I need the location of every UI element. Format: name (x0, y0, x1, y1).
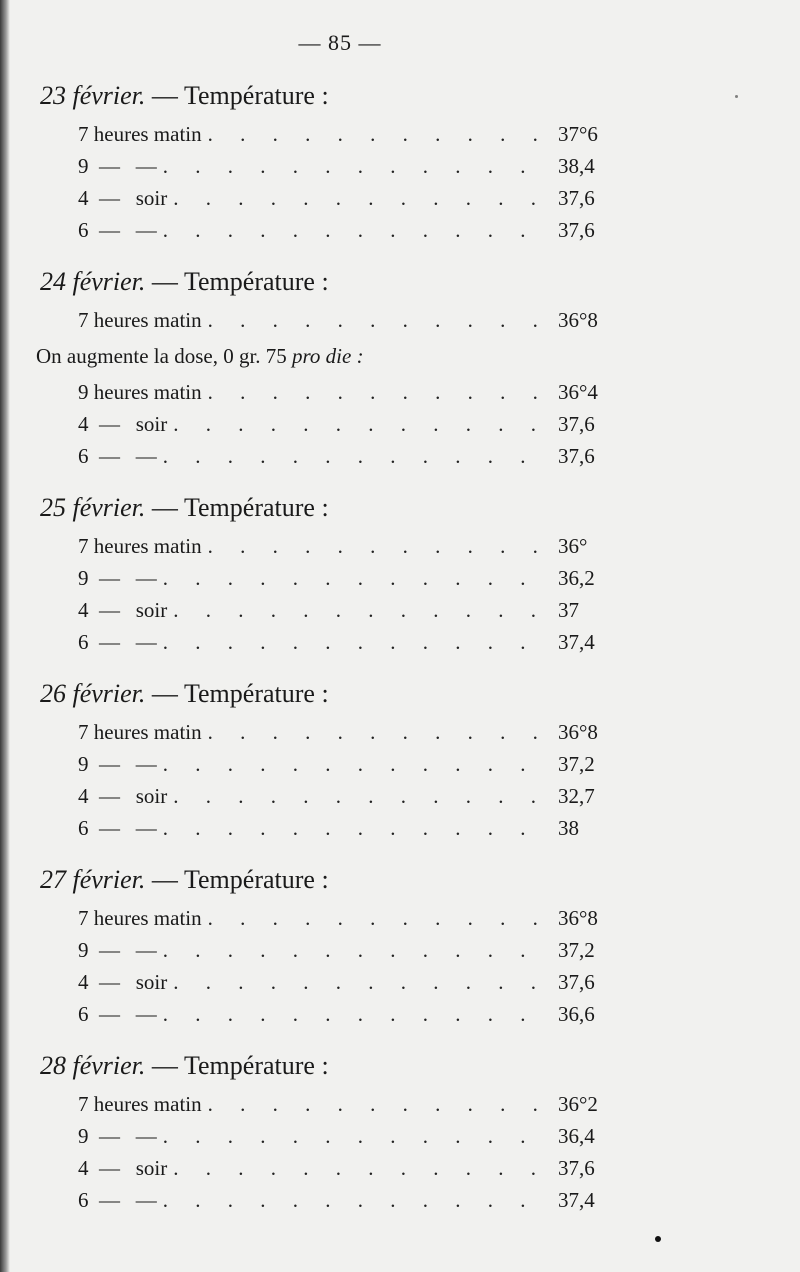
reading-row (48, 966, 608, 998)
reading-value: 36°8 (558, 720, 598, 744)
reading-value: 37,6 (558, 970, 595, 994)
reading-value: 38 (558, 816, 579, 840)
ink-speck (655, 1236, 661, 1242)
leader-dots (208, 530, 552, 562)
dose-note-text: On augmente la dose, 0 gr. 75 (36, 344, 287, 368)
reading-value: 32,7 (558, 784, 595, 808)
reading-value: 37,4 (558, 1188, 595, 1212)
reading-time: 4 — soir (78, 598, 168, 622)
reading-row (48, 748, 608, 780)
reading-time: 9 — — (78, 938, 157, 962)
day-title: — Température : (151, 81, 329, 110)
leader-dots (163, 748, 552, 780)
reading-row (48, 408, 608, 440)
reading-row (48, 594, 608, 626)
day-section (40, 862, 608, 1030)
leader-dots (208, 716, 552, 748)
reading-value: 36° (558, 534, 588, 558)
reading-time: 6 — — (78, 218, 157, 242)
reading-row (48, 716, 608, 748)
reading-value: 37°6 (558, 122, 598, 146)
reading-time: 7 heures matin (78, 308, 202, 332)
reading-value: 36°4 (558, 380, 598, 404)
reading-value: 36°8 (558, 308, 598, 332)
day-heading (40, 490, 608, 526)
reading-time: 9 — — (78, 566, 157, 590)
leader-dots (173, 780, 552, 812)
leader-dots (173, 1152, 552, 1184)
day-date: 23 février. (40, 81, 146, 110)
reading-row (48, 304, 608, 336)
reading-time: 9 — — (78, 1124, 157, 1148)
reading-time: 9 — — (78, 154, 157, 178)
day-title: — Température : (151, 1051, 329, 1080)
day-heading (40, 264, 608, 300)
day-heading (40, 1048, 608, 1084)
reading-row (48, 118, 608, 150)
reading-value: 37,2 (558, 938, 595, 962)
day-date: 24 février. (40, 267, 146, 296)
leader-dots (163, 934, 552, 966)
reading-time: 6 — — (78, 1188, 157, 1212)
reading-time: 9 heures matin (78, 380, 202, 404)
day-title: — Température : (151, 267, 329, 296)
temperature-log (36, 78, 608, 1234)
leader-dots (208, 376, 552, 408)
day-heading (40, 862, 608, 898)
reading-time: 4 — soir (78, 1156, 168, 1180)
reading-row (48, 562, 608, 594)
leader-dots (208, 902, 552, 934)
reading-row (48, 626, 608, 658)
day-heading (40, 78, 608, 114)
reading-row (48, 214, 608, 246)
reading-value: 38,4 (558, 154, 595, 178)
reading-row (48, 998, 608, 1030)
reading-value: 37,6 (558, 218, 595, 242)
reading-time: 7 heures matin (78, 906, 202, 930)
reading-row (48, 530, 608, 562)
day-date: 25 février. (40, 493, 146, 522)
day-date: 26 février. (40, 679, 146, 708)
reading-time: 4 — soir (78, 412, 168, 436)
reading-row (48, 934, 608, 966)
leader-dots (173, 182, 552, 214)
reading-row (48, 1088, 608, 1120)
reading-value: 37,6 (558, 444, 595, 468)
day-section (40, 1048, 608, 1216)
day-date: 28 février. (40, 1051, 146, 1080)
leader-dots (163, 1120, 552, 1152)
reading-time: 6 — — (78, 1002, 157, 1026)
day-title: — Température : (151, 865, 329, 894)
day-date: 27 février. (40, 865, 146, 894)
reading-time: 7 heures matin (78, 720, 202, 744)
dose-note-italic: pro die : (292, 344, 364, 368)
leader-dots (173, 594, 552, 626)
reading-value: 37,6 (558, 412, 595, 436)
reading-row (48, 376, 608, 408)
reading-value: 37,4 (558, 630, 595, 654)
leader-dots (163, 150, 552, 182)
leader-dots (208, 304, 552, 336)
reading-row (48, 150, 608, 182)
reading-row (48, 902, 608, 934)
reading-time: 4 — soir (78, 970, 168, 994)
leader-dots (163, 626, 552, 658)
reading-value: 36°8 (558, 906, 598, 930)
day-section (40, 78, 608, 246)
reading-row (48, 1120, 608, 1152)
day-title: — Température : (151, 679, 329, 708)
reading-time: 7 heures matin (78, 122, 202, 146)
day-heading (40, 676, 608, 712)
day-section (40, 490, 608, 658)
day-section (36, 264, 608, 472)
reading-time: 7 heures matin (78, 1092, 202, 1116)
reading-time: 9 — — (78, 752, 157, 776)
reading-value: 36°2 (558, 1092, 598, 1116)
leader-dots (163, 214, 552, 246)
leader-dots (173, 408, 552, 440)
reading-value: 36,4 (558, 1124, 595, 1148)
leader-dots (163, 998, 552, 1030)
reading-row (48, 1184, 608, 1216)
reading-value: 37,2 (558, 752, 595, 776)
leader-dots (208, 1088, 552, 1120)
day-title: — Température : (151, 493, 329, 522)
reading-value: 36,2 (558, 566, 595, 590)
day-section (40, 676, 608, 844)
reading-time: 7 heures matin (78, 534, 202, 558)
reading-time: 6 — — (78, 816, 157, 840)
reading-row (48, 812, 608, 844)
reading-value: 37,6 (558, 186, 595, 210)
leader-dots (163, 812, 552, 844)
reading-time: 4 — soir (78, 784, 168, 808)
reading-row (48, 1152, 608, 1184)
leader-dots (163, 440, 552, 472)
reading-time: 6 — — (78, 444, 157, 468)
leader-dots (163, 562, 552, 594)
leader-dots (208, 118, 552, 150)
reading-row (48, 182, 608, 214)
ink-speck (735, 95, 738, 98)
reading-row (48, 440, 608, 472)
reading-time: 6 — — (78, 630, 157, 654)
dose-note (36, 336, 608, 376)
reading-value: 37 (558, 598, 579, 622)
leader-dots (163, 1184, 552, 1216)
reading-value: 37,6 (558, 1156, 595, 1180)
leader-dots (173, 966, 552, 998)
page-number: — 85 — (298, 30, 382, 55)
reading-row (48, 780, 608, 812)
reading-time: 4 — soir (78, 186, 168, 210)
reading-value: 36,6 (558, 1002, 595, 1026)
